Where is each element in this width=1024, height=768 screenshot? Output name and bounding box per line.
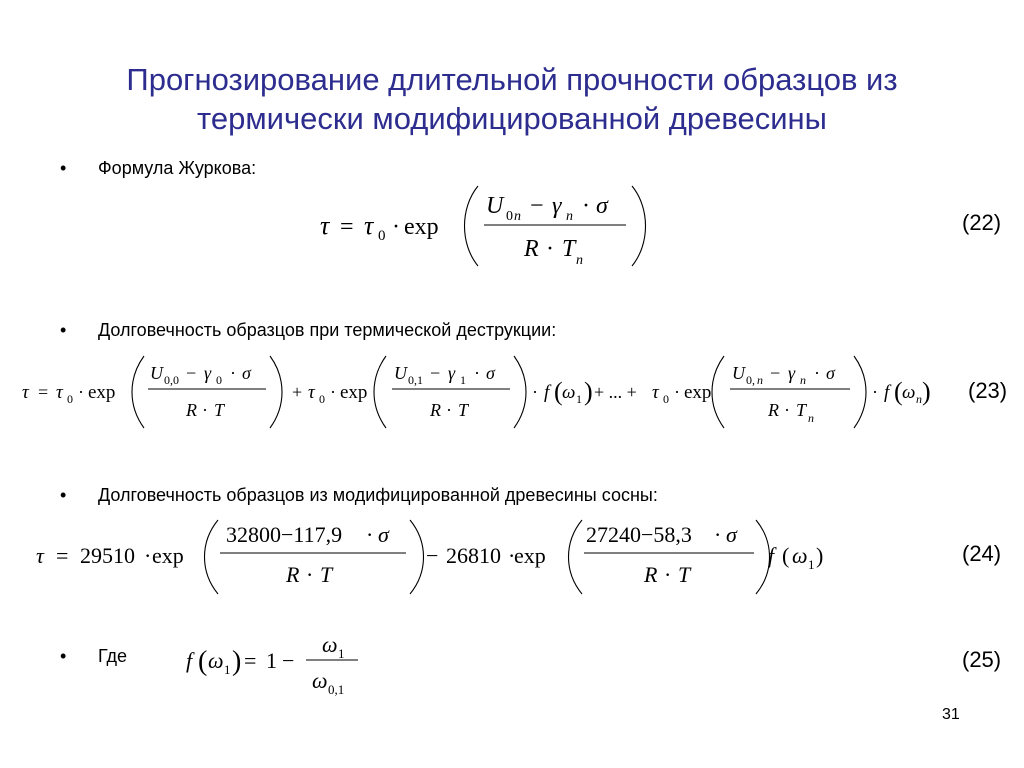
svg-text:0,0: 0,0 bbox=[164, 373, 179, 387]
svg-text:(: ( bbox=[782, 543, 790, 568]
svg-text:exp: exp bbox=[340, 382, 368, 403]
bullet-text: Долговечность образцов из модифицированной древесины сосны: bbox=[98, 485, 658, 505]
svg-text:=: = bbox=[340, 214, 354, 240]
svg-text:(: ( bbox=[198, 646, 208, 677]
svg-text:U: U bbox=[394, 363, 407, 383]
svg-text:0: 0 bbox=[319, 392, 325, 406]
svg-text:τ: τ bbox=[22, 382, 29, 403]
page-number: 31 bbox=[942, 706, 960, 723]
svg-text:−: − bbox=[430, 363, 441, 383]
svg-text:σ: σ bbox=[486, 363, 495, 383]
svg-text:τ: τ bbox=[308, 382, 315, 403]
svg-text:τ: τ bbox=[36, 543, 44, 568]
svg-text:·: · bbox=[508, 543, 516, 568]
svg-text:−: − bbox=[530, 193, 544, 219]
svg-text:exp: exp bbox=[684, 382, 712, 403]
bullet-text: Где bbox=[98, 646, 128, 666]
svg-text:−: − bbox=[426, 543, 439, 568]
svg-text:·: · bbox=[330, 382, 336, 402]
svg-text:1: 1 bbox=[460, 373, 466, 387]
svg-text:n: n bbox=[916, 392, 922, 406]
svg-text:·: · bbox=[446, 400, 452, 420]
svg-text:U: U bbox=[486, 193, 504, 219]
bullet-marker: • bbox=[60, 320, 67, 340]
svg-text:1: 1 bbox=[266, 648, 277, 673]
slide-title-line-1: Прогнозирование длительной прочности образцов из bbox=[126, 62, 898, 97]
svg-text:·: · bbox=[392, 214, 400, 240]
svg-text:n: n bbox=[757, 373, 763, 387]
svg-text:τ: τ bbox=[652, 382, 659, 403]
svg-text:T: T bbox=[458, 400, 469, 420]
svg-text:1: 1 bbox=[808, 557, 815, 572]
formula-24-coefficient-1: 29510 bbox=[80, 543, 135, 568]
svg-text:γ: γ bbox=[448, 363, 456, 383]
svg-text:exp: exp bbox=[88, 382, 116, 403]
svg-text:·: · bbox=[872, 382, 878, 402]
svg-text:−: − bbox=[186, 363, 197, 383]
svg-text:τ: τ bbox=[364, 211, 374, 240]
bullet-marker: • bbox=[60, 485, 67, 505]
svg-text:·: · bbox=[78, 382, 84, 402]
svg-text:σ: σ bbox=[726, 522, 737, 547]
svg-text:0: 0 bbox=[663, 392, 669, 406]
bullet-zhurkov bbox=[60, 158, 256, 179]
slide-title-line-2: термически модифицированной древесины bbox=[197, 101, 827, 136]
svg-text:R: R bbox=[644, 562, 658, 587]
svg-text:0: 0 bbox=[67, 392, 73, 406]
svg-text:=: = bbox=[56, 543, 69, 568]
svg-text:T: T bbox=[320, 562, 333, 587]
svg-text:): ) bbox=[584, 377, 593, 406]
svg-text:−: − bbox=[282, 648, 295, 673]
svg-text:=: = bbox=[38, 382, 49, 402]
svg-text:exp: exp bbox=[404, 214, 439, 240]
svg-text:·: · bbox=[582, 193, 590, 219]
svg-text:R: R bbox=[524, 236, 539, 262]
svg-text:ω: ω bbox=[562, 382, 576, 403]
bullet-text: Долговечность образцов при термической деструкции: bbox=[98, 320, 557, 340]
formula-24-numerator-1: 32800−117,9 bbox=[226, 522, 343, 547]
svg-text:n: n bbox=[566, 209, 573, 224]
slide-title bbox=[0, 60, 1024, 138]
svg-text:T: T bbox=[678, 562, 691, 587]
svg-text:·: · bbox=[202, 400, 208, 420]
svg-text:·: · bbox=[532, 382, 538, 402]
svg-text:n: n bbox=[514, 209, 521, 224]
svg-text:n: n bbox=[800, 373, 806, 387]
formula-24-numerator-2: 27240−58,3 bbox=[586, 522, 692, 547]
svg-text:): ) bbox=[816, 543, 824, 568]
svg-text:f: f bbox=[544, 382, 550, 403]
svg-text:τ: τ bbox=[320, 211, 330, 240]
svg-text:U: U bbox=[150, 363, 163, 383]
svg-text:·: · bbox=[306, 562, 314, 587]
equation-number-24: (24) bbox=[962, 541, 1002, 566]
svg-text:f: f bbox=[186, 648, 193, 673]
svg-text:(: ( bbox=[554, 377, 563, 406]
svg-text:exp: exp bbox=[152, 543, 184, 568]
svg-text:R: R bbox=[768, 400, 779, 420]
svg-text:γ: γ bbox=[552, 193, 562, 219]
svg-text:σ: σ bbox=[826, 363, 835, 383]
svg-text:0: 0 bbox=[378, 228, 386, 244]
bullet-text: Формула Журкова: bbox=[98, 158, 257, 178]
svg-text:+: + bbox=[292, 382, 303, 402]
svg-text:·: · bbox=[674, 382, 680, 402]
svg-text:·: · bbox=[664, 562, 672, 587]
svg-text:σ: σ bbox=[378, 522, 389, 547]
formula-23 bbox=[20, 352, 930, 432]
svg-text:0: 0 bbox=[216, 373, 222, 387]
formula-22 bbox=[320, 178, 660, 274]
svg-text:T: T bbox=[562, 236, 576, 262]
svg-text:·: · bbox=[144, 543, 152, 568]
svg-text:f: f bbox=[768, 543, 775, 568]
formula-24 bbox=[34, 516, 834, 596]
svg-text:·: · bbox=[230, 363, 236, 383]
svg-text:·: · bbox=[366, 522, 374, 547]
svg-text:σ: σ bbox=[242, 363, 251, 383]
svg-text:T: T bbox=[214, 400, 225, 420]
svg-text:n: n bbox=[576, 253, 583, 268]
svg-text:1: 1 bbox=[338, 646, 345, 661]
svg-text:T: T bbox=[796, 400, 807, 420]
bullet-pine-wood bbox=[60, 485, 658, 506]
svg-text:τ: τ bbox=[56, 382, 63, 403]
bullet-where bbox=[60, 646, 127, 667]
bullet-thermal-destruction bbox=[60, 320, 556, 341]
svg-text:(: ( bbox=[894, 377, 903, 406]
svg-text:): ) bbox=[922, 377, 931, 406]
svg-text:0: 0 bbox=[506, 209, 513, 224]
svg-text:R: R bbox=[430, 400, 441, 420]
svg-text:ω: ω bbox=[208, 648, 224, 673]
svg-text:exp: exp bbox=[514, 543, 546, 568]
svg-text:0,1: 0,1 bbox=[328, 682, 345, 697]
svg-text:σ: σ bbox=[596, 193, 608, 219]
svg-text:R: R bbox=[186, 400, 197, 420]
svg-text:−: − bbox=[770, 363, 781, 383]
svg-text:ω: ω bbox=[902, 382, 916, 403]
equation-number-25: (25) bbox=[962, 647, 1002, 672]
svg-text:·: · bbox=[784, 400, 790, 420]
svg-text:0,1: 0,1 bbox=[408, 373, 423, 387]
svg-text:1: 1 bbox=[576, 392, 582, 406]
svg-text:): ) bbox=[232, 646, 242, 677]
svg-text:1: 1 bbox=[224, 662, 231, 677]
svg-text:ω: ω bbox=[312, 668, 328, 693]
svg-text:=: = bbox=[244, 648, 257, 673]
svg-text:n: n bbox=[808, 411, 814, 425]
bullet-marker: • bbox=[60, 646, 67, 666]
svg-text:ω: ω bbox=[792, 543, 808, 568]
svg-text:+ ... +: + ... + bbox=[594, 382, 637, 402]
svg-text:f: f bbox=[884, 382, 890, 403]
equation-number-22: (22) bbox=[962, 210, 1002, 235]
svg-text:U: U bbox=[732, 363, 745, 383]
svg-text:R: R bbox=[286, 562, 300, 587]
formula-25 bbox=[186, 626, 366, 702]
svg-text:·: · bbox=[546, 236, 554, 262]
svg-text:0,: 0, bbox=[746, 373, 755, 387]
svg-text:·: · bbox=[814, 363, 820, 383]
bullet-marker: • bbox=[60, 158, 67, 178]
formula-24-coefficient-2: 26810 bbox=[446, 543, 501, 568]
equation-number-23: (23) bbox=[968, 378, 1008, 403]
svg-text:γ: γ bbox=[204, 363, 212, 383]
svg-text:γ: γ bbox=[788, 363, 796, 383]
svg-text:ω: ω bbox=[322, 632, 338, 657]
svg-text:·: · bbox=[714, 522, 722, 547]
svg-text:·: · bbox=[474, 363, 480, 383]
